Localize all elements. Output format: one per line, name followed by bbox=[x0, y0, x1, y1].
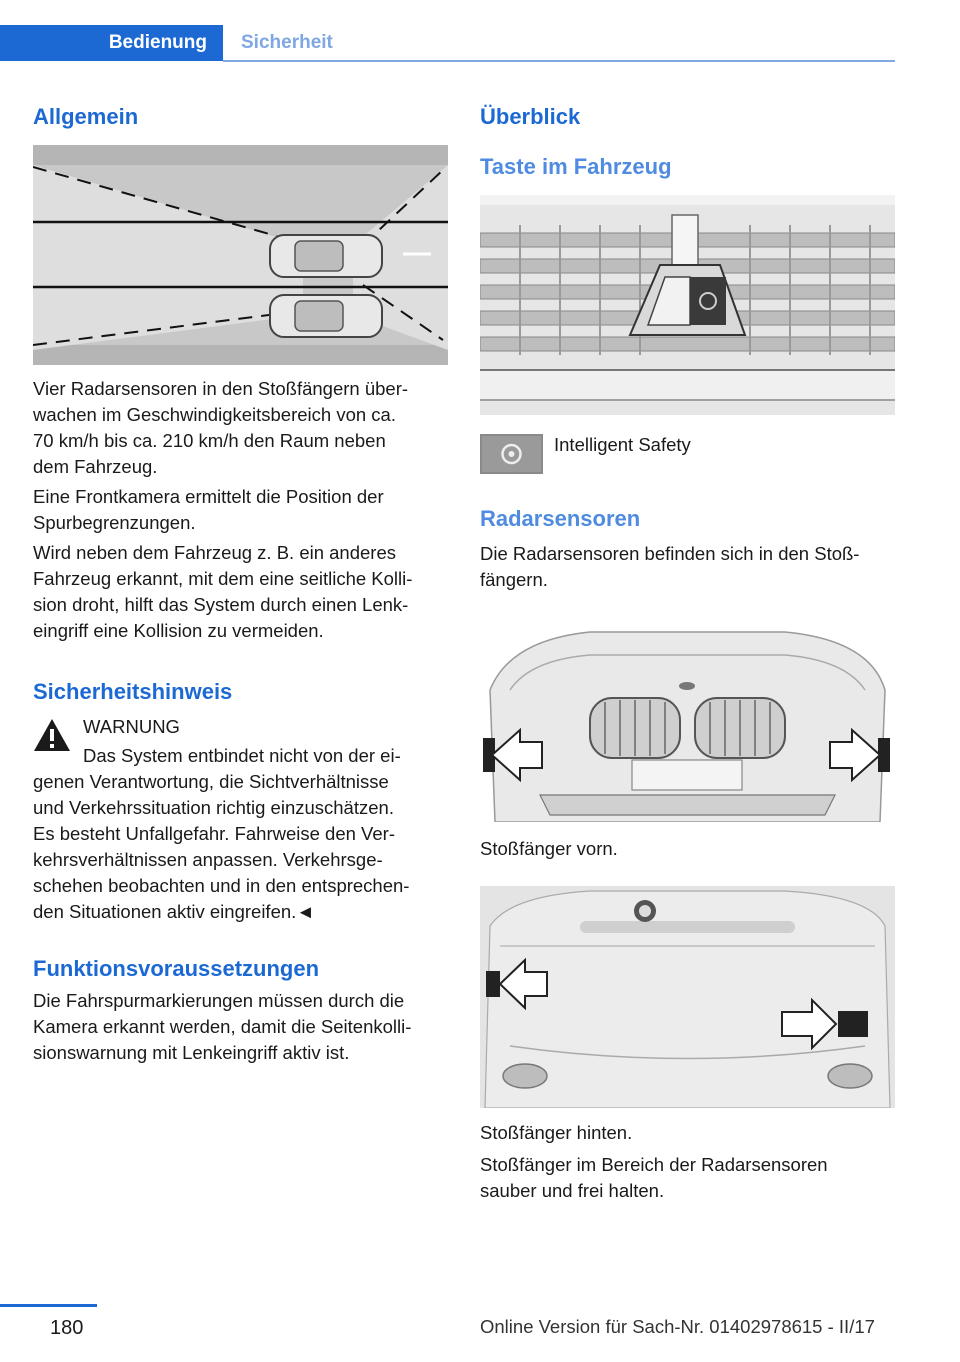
text-line: eingriff eine Kollision zu vermeiden. bbox=[33, 620, 324, 641]
text-line: Eine Frontkamera ermittelt die Position der bbox=[33, 486, 384, 507]
intelligent-safety-button-icon bbox=[480, 434, 543, 474]
text-line: wachen im Geschwindigkeitsbereich von ca. bbox=[33, 404, 396, 425]
text-line: sion droht, hilft das System durch einen Lenk‐ bbox=[33, 594, 409, 615]
text-line: Stoßfänger vorn. bbox=[480, 838, 618, 859]
paragraph-radar-sensors bbox=[33, 376, 451, 480]
text-line: dem Fahrzeug. bbox=[33, 456, 158, 477]
text-line: 70 km/h bis ca. 210 km/h den Raum neben bbox=[33, 430, 386, 451]
text-line: fängern. bbox=[480, 569, 548, 590]
warning-first-line bbox=[83, 743, 453, 769]
text-line: genen Verantwortung, die Sichtverhältnisse bbox=[33, 771, 389, 792]
warning-triangle-icon bbox=[33, 718, 71, 757]
footer-version-text: Online Version für Sach-Nr. 01402978615 - II/17 bbox=[480, 1316, 875, 1337]
heading-safety-note: Sicherheitshinweis bbox=[33, 679, 233, 704]
heading-requirements: Funktionsvoraussetzungen bbox=[33, 956, 320, 981]
grille-illustration bbox=[480, 195, 895, 415]
page-number: 180 bbox=[50, 1317, 84, 1339]
text-line: sauber und frei halten. bbox=[480, 1180, 665, 1201]
text-line: kehrsverhältnissen anpassen. Verkehrsge‐ bbox=[33, 849, 383, 870]
text-line: Stoßfänger hinten. bbox=[480, 1122, 633, 1143]
heading-overview: Überblick bbox=[480, 104, 581, 129]
rear-bumper-figure bbox=[480, 886, 895, 1108]
text-line: schehen beobachten und in den entsprechen‐ bbox=[33, 875, 410, 896]
footer-rule bbox=[0, 1304, 97, 1307]
lane-diagram-figure bbox=[33, 145, 448, 365]
text-line: Spurbegrenzungen. bbox=[33, 512, 196, 533]
paragraph-requirements bbox=[33, 988, 451, 1066]
button-caption bbox=[554, 432, 894, 458]
text-line: Stoßfänger im Bereich der Radarsensoren bbox=[480, 1154, 828, 1175]
warning-text bbox=[33, 769, 451, 925]
lane-diagram-illustration bbox=[33, 145, 448, 365]
text-line: Es besteht Unfallgefahr. Fahrweise den Ver‐ bbox=[33, 823, 395, 844]
subheading-radar: Radarsensoren bbox=[480, 506, 641, 531]
text-line: Fahrzeug erkannt, mit dem eine seitliche Kolli‐ bbox=[33, 568, 413, 589]
rear-bumper-illustration bbox=[480, 886, 895, 1108]
text-line: Die Radarsensoren befinden sich in den Stoß‐ bbox=[480, 543, 860, 564]
front-bumper-figure bbox=[480, 600, 895, 822]
text-line: den Situationen aktiv eingreifen.◄ bbox=[33, 901, 315, 922]
paragraph-front-camera bbox=[33, 484, 451, 536]
front-bumper-illustration bbox=[480, 600, 895, 822]
heading-allgemein: Allgemein bbox=[33, 104, 139, 129]
warning-label: WARNUNG bbox=[83, 716, 180, 737]
paragraph-keep-clean bbox=[480, 1152, 898, 1204]
text-line: Vier Radarsensoren in den Stoßfängern über‐ bbox=[33, 378, 409, 399]
text-line: Intelligent Safety bbox=[554, 434, 691, 455]
caption-front-bumper bbox=[480, 836, 898, 862]
grille-button-figure bbox=[480, 195, 895, 415]
text-line: und Verkehrssituation richtig einzuschätzen. bbox=[33, 797, 394, 818]
paragraph-radar-location bbox=[480, 541, 898, 593]
text-line: sionswarnung mit Lenkeingriff aktiv ist. bbox=[33, 1042, 350, 1063]
chapter-tabbar bbox=[0, 25, 895, 61]
text-line: Das System entbindet nicht von der ei‐ bbox=[83, 745, 401, 766]
text-line: Kamera erkannt werden, damit die Seitenkolli‐ bbox=[33, 1016, 412, 1037]
tab-divider bbox=[223, 60, 895, 62]
text-line: Wird neben dem Fahrzeug z. B. ein anderes bbox=[33, 542, 396, 563]
tab-sicherheit[interactable]: Sicherheit bbox=[241, 32, 333, 53]
paragraph-collision bbox=[33, 540, 451, 644]
subheading-button: Taste im Fahrzeug bbox=[480, 154, 672, 179]
text-line: Die Fahrspurmarkierungen müssen durch die bbox=[33, 990, 405, 1011]
caption-rear-bumper bbox=[480, 1120, 898, 1146]
tab-bedienung[interactable]: Bedienung bbox=[0, 25, 223, 61]
